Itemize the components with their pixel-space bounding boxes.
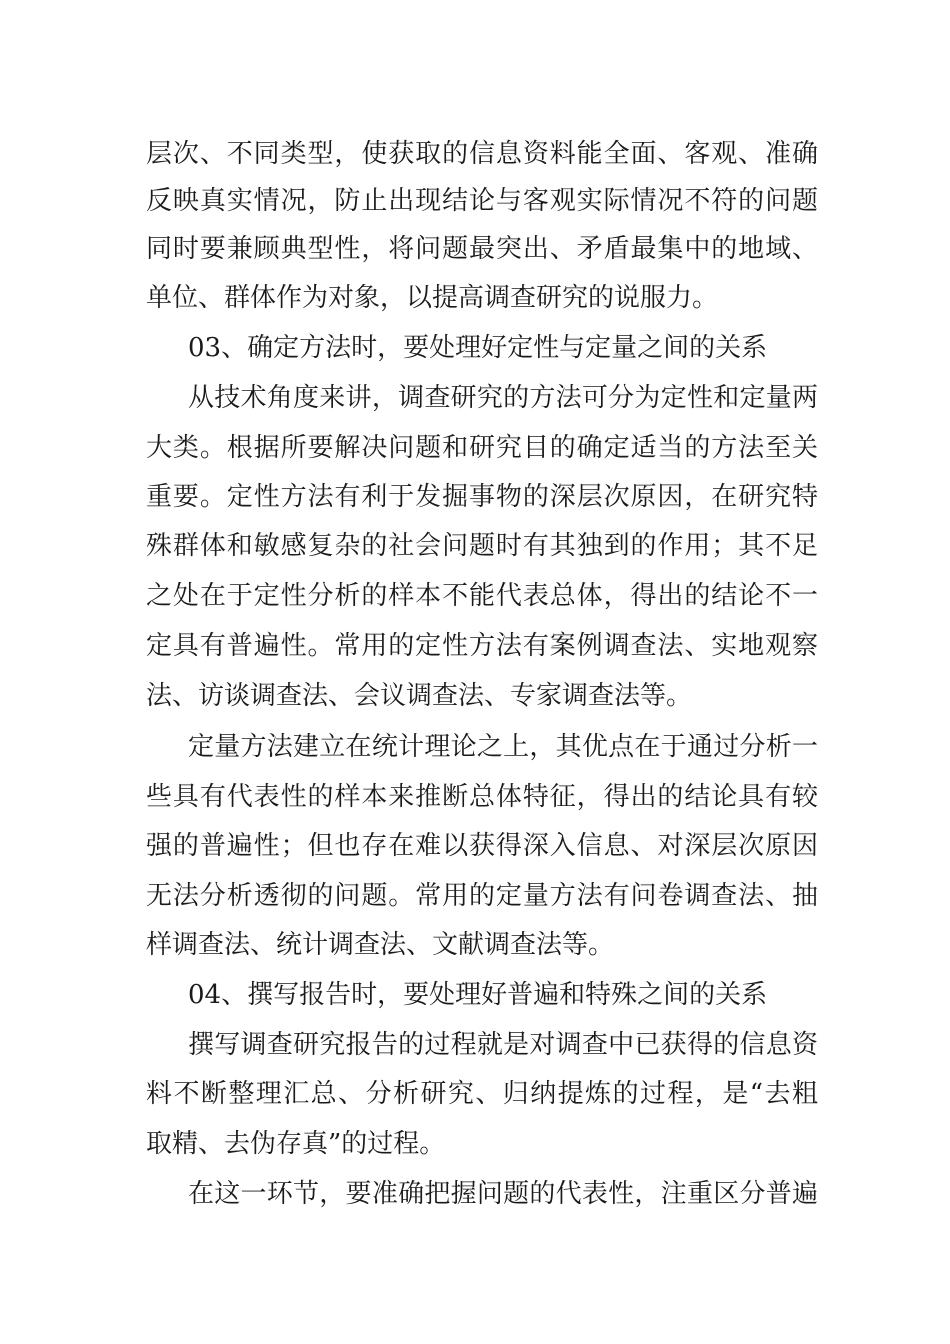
text-line: 料不断整理汇总、分析研究、归纳提炼的过程，是“去粗 (146, 1079, 818, 1109)
text-line: 重要。定性方法有利于发掘事物的深层次原因，在研究特 (146, 482, 818, 512)
paragraph-first-line: 从技术角度来讲，调查研究的方法可分为定性和定量两 (188, 383, 818, 413)
text-line: 同时要兼顾典型性，将问题最突出、矛盾最集中的地域、 (146, 234, 818, 264)
text-line: 法、访谈调查法、会议调查法、专家调查法等。 (146, 681, 693, 711)
text-line: 殊群体和敏感复杂的社会问题时有其独到的作用；其不足 (146, 531, 818, 561)
paragraph-first-line: 定量方法建立在统计理论之上，其优点在于通过分析一 (188, 732, 818, 762)
section-heading-03: 03、确定方法时，要处理好定性与定量之间的关系 (188, 333, 768, 363)
text-line: 之处在于定性分析的样本不能代表总体，得出的结论不一 (146, 581, 818, 611)
text-line: 些具有代表性的样本来推断总体特征，得出的结论具有较 (146, 782, 818, 812)
text-line: 单位、群体作为对象，以提高调查研究的说服力。 (146, 283, 719, 313)
text-line: 无法分析透彻的问题。常用的定量方法有问卷调查法、抽 (146, 881, 818, 911)
text-line: 强的普遍性；但也存在难以获得深入信息、对深层次原因 (146, 831, 818, 861)
text-line: 层次、不同类型，使获取的信息资料能全面、客观、准确 (146, 139, 818, 169)
paragraph-first-line: 在这一环节，要准确把握问题的代表性，注重区分普遍 (188, 1179, 818, 1209)
text-line: 定具有普遍性。常用的定性方法有案例调查法、实地观察 (146, 631, 818, 661)
text-line: 取精、去伪存真”的过程。 (146, 1129, 446, 1159)
section-heading-04: 04、撰写报告时，要处理好普遍和特殊之间的关系 (188, 980, 768, 1010)
text-line: 大类。根据所要解决问题和研究目的确定适当的方法至关 (146, 433, 818, 463)
text-line: 样调查法、统计调查法、文献调查法等。 (146, 930, 615, 960)
text-line: 反映真实情况，防止出现结论与客观实际情况不符的问题 (146, 186, 818, 216)
paragraph-first-line: 撰写调查研究报告的过程就是对调查中已获得的信息资 (188, 1030, 818, 1060)
